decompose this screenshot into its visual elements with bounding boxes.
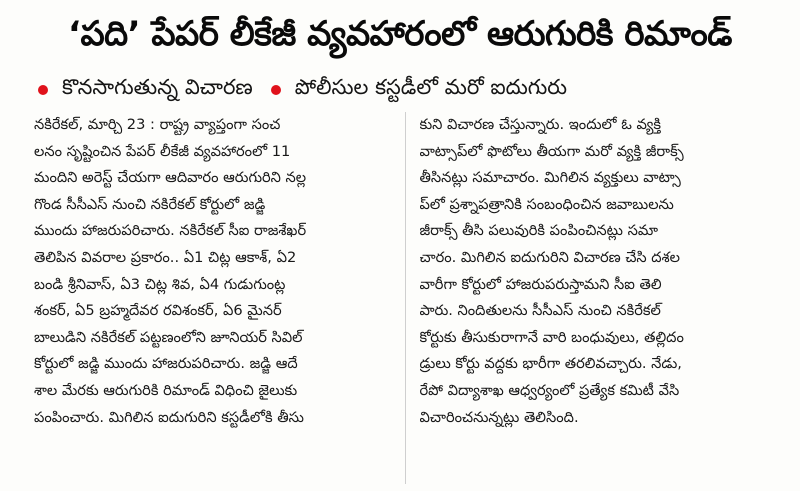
text-line: నకిరేకల్, మార్చి 23 : రాష్ట్ర వ్యాప్తంగా సంచ	[34, 116, 281, 133]
text-line: పంపించారు. మిగిలిన ఐదుగురిని కస్టడీలోకి తీసు	[34, 408, 304, 426]
article-column-left	[20, 112, 406, 484]
subheadline-2: పోలీసుల కస్టడీలో మరో ఐదుగురు	[294, 75, 567, 99]
text-line: తీసినట్లు సమాచారం. మిగిలిన వ్యక్తులు వాట్సా	[419, 169, 681, 187]
red-bullet-icon	[38, 85, 48, 95]
text-line: కోర్టులో జడ్జి ముందు హాజరుపరిచారు. జడ్జి ఆదే	[34, 355, 298, 373]
text-line: శంకర్, ఏ5 బ్రహ్మదేవర రవిశంకర్, ఏ6 మైనర్	[34, 302, 282, 320]
text-line: రేపో విద్యాశాఖ ఆధ్వర్యంలో ప్రత్యేక కమిటీ వేసి	[419, 381, 680, 399]
text-line: కోర్టుకు తీసుకురాగానే వారి బంధువులు, తల్లిదం	[419, 328, 684, 346]
article-body	[20, 112, 790, 484]
text-line: వాట్సాప్‌లో ఫొటోలు తీయగా మరో వ్యక్తి జీరాక్స్	[419, 142, 684, 160]
text-line: పారు. నిందితులను సీసీఎస్ నుంచి నకిరేకల్	[419, 302, 661, 320]
text-line: చారం. మిగిలిన ఐదుగురిని విచారణ చేసి దశల	[419, 248, 680, 266]
subheadline-row	[30, 70, 790, 110]
text-line: విచారించనున్నట్లు తెలిసింది.	[419, 408, 579, 426]
text-line: మందిని అరెస్ట్ చేయగా ఆదివారం ఆరుగురిని నల్ల	[34, 169, 307, 187]
text-line: జీరాక్స్ తీసి పలువురికి పంపించినట్లు సమా	[419, 222, 658, 240]
subheadline-1: కొనసాగుతున్న విచారణ	[62, 75, 253, 99]
text-line: తెలిపిన వివరాల ప్రకారం.. ఏ1 చిట్ల ఆకాశ్, ఏ2	[34, 248, 297, 266]
text-line: బండి శ్రీనివాస్, ఏ3 చిట్ల శివ, ఏ4 గుడుగుంట్ల	[34, 275, 286, 293]
text-line: వారీగా కోర్టులో హాజరుపరుస్తామని సీఐ తెలి	[419, 275, 662, 293]
text-line: లనం సృష్టించిన పేపర్ లీకేజీ వ్యవహారంలో 11	[34, 142, 291, 160]
text-line: గొండ సీసీఎస్ నుంచి నకిరేకల్ కోర్టులో జడ్జి	[34, 195, 266, 213]
text-line: డ్రులు కోర్టు వద్దకు భారీగా తరలివచ్చారు. నేడు,	[419, 355, 682, 373]
text-line: ప్‌లో ప్రశ్నాపత్రానికి సంబంధించిన జవాబులను	[419, 195, 674, 213]
text-line: కుని విచారణ చేస్తున్నారు. ఇందులో ఓ వ్యక్తి	[419, 116, 662, 133]
red-bullet-icon	[271, 85, 281, 95]
text-line: ముందు హాజరుపరిచారు. నకిరేకల్ సీఐ రాజశేఖర్	[34, 222, 307, 240]
headline: ‘పది’ పేపర్ లీకేజీ వ్యవహారంలో ఆరుగురికి రిమాండ్	[68, 14, 732, 54]
article-column-right	[406, 112, 791, 484]
text-line: బాలుడిని నకిరేకల్ పట్టణంలోని జూనియర్ సివిల్	[34, 328, 303, 346]
text-line: శాల మేరకు ఆరుగురికి రిమాండ్ విధించి జైలుకు	[34, 381, 298, 399]
